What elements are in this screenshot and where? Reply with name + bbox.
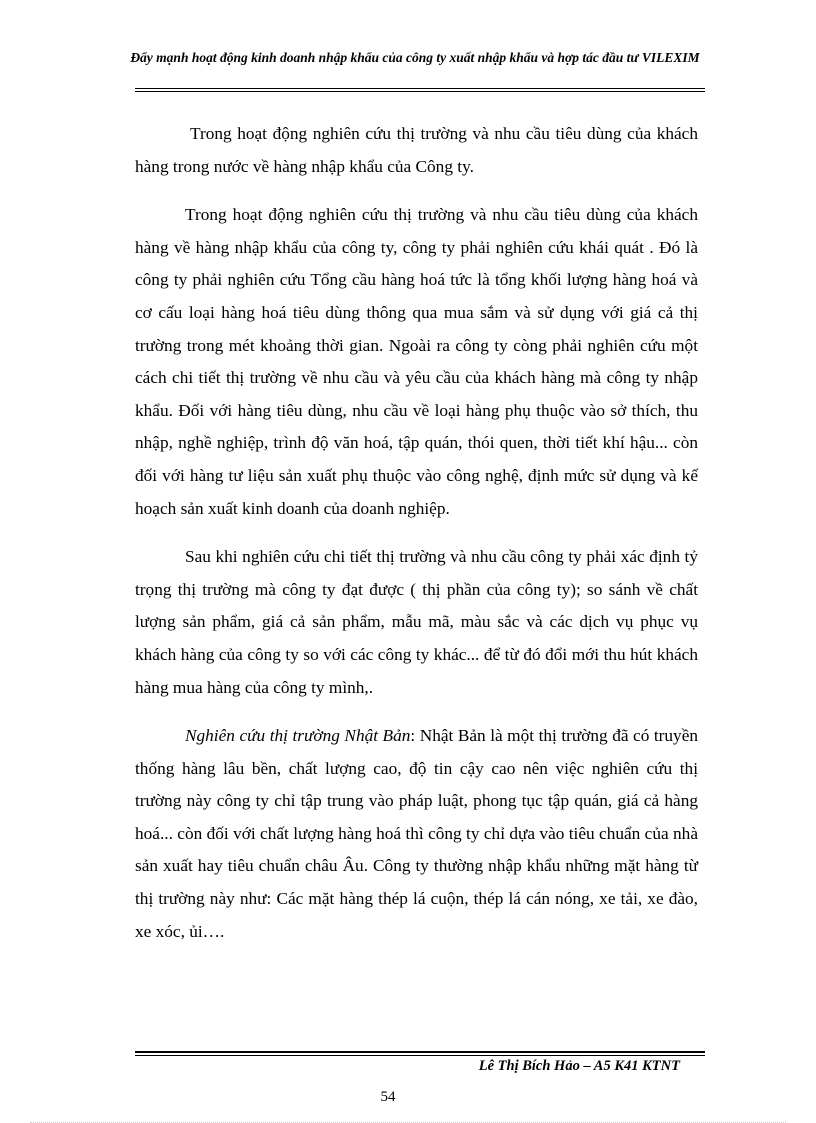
running-header-title: Đẩy mạnh hoạt động kinh doanh nhập khẩu của công ty xuất nhập khẩu và hợp tác đầu tư VILEXIM: [130, 50, 700, 65]
paragraph-4-text: : Nhật Bản là một thị trường đã có truyền thống hàng lâu bền, chất lượng cao, độ tin cậy cao nên việc nghiên cứu thị trường này công ty chỉ tập trung vào pháp luật, phong tục tập quán, giá cả hàng hoá... còn đối với chất lượng hàng hoá thì công ty chỉ dựa vào tiêu chuẩn của nhà sản xuất hay tiêu chuẩn châu Âu. Công ty thường nhập khẩu những mặt hàng từ thị trường này như: Các mặt hàng thép lá cuộn, thép lá cán nóng, xe tải, xe đào, xe xóc, ủi….: [135, 726, 699, 941]
paragraph-3: Sau khi nghiên cứu chi tiết thị trường và nhu cầu công ty phải xác định tỷ trọng thị trường mà công ty đạt được ( thị phần của công ty); so sánh về chất lượng sản phẩm, giá cả sản phẩm, mẫu mã, màu sắc và các dịch vụ phục vụ khách hàng của công ty so với các công ty khác... để từ đó đổi mới thu hút khách hàng mua hàng của công ty mình,.: [135, 547, 698, 697]
paragraph-1: Trong hoạt động nghiên cứu thị trường và nhu cầu tiêu dùng của khách hàng trong nước về hàng nhập khẩu của Công ty.: [135, 124, 698, 176]
page-number: 54: [380, 1089, 396, 1105]
paragraph-2: Trong hoạt động nghiên cứu thị trường và nhu cầu tiêu dùng của khách hàng về hàng nhập khẩu của công ty, công ty phải nghiên cứu khái quát . Đó là công ty phải nghiên cứu Tổng cầu hàng hoá tức là tổng khối lượng hàng hoá và cơ cấu loại hàng hoá tiêu dùng thông qua mua sắm và sử dụng với giá cả thị trường trong mét khoảng thời gian. Ngoài ra công ty còng phải nghiên cứu một cách chi tiết thị trường về nhu cầu và yêu cầu của khách hàng mà công ty nhập khẩu. Đối với hàng tiêu dùng, nhu cầu về loại hàng phụ thuộc vào sở thích, thu nhập, nghề nghiệp, trình độ văn hoá, tập quán, thói quen, thời tiết khí hậu... còn đối với hàng tư liệu sản xuất phụ thuộc vào công nghệ, định mức sử dụng và kế hoạch sản xuất kinh doanh của doanh nghiệp.: [135, 205, 698, 518]
paragraph-4: [135, 720, 698, 948]
header-rule-top: [135, 88, 705, 89]
footer-rule-thin: [135, 1055, 705, 1056]
header-rule-bottom: [135, 91, 705, 92]
document-body: [135, 118, 698, 964]
paragraph-4-heading: Nghiên cứu thị trường Nhật Bản: [185, 726, 411, 746]
footer-author: Lê Thị Bích Hảo – A5 K41 KTNT: [478, 1058, 680, 1074]
footer-rule-thick: [135, 1051, 705, 1053]
